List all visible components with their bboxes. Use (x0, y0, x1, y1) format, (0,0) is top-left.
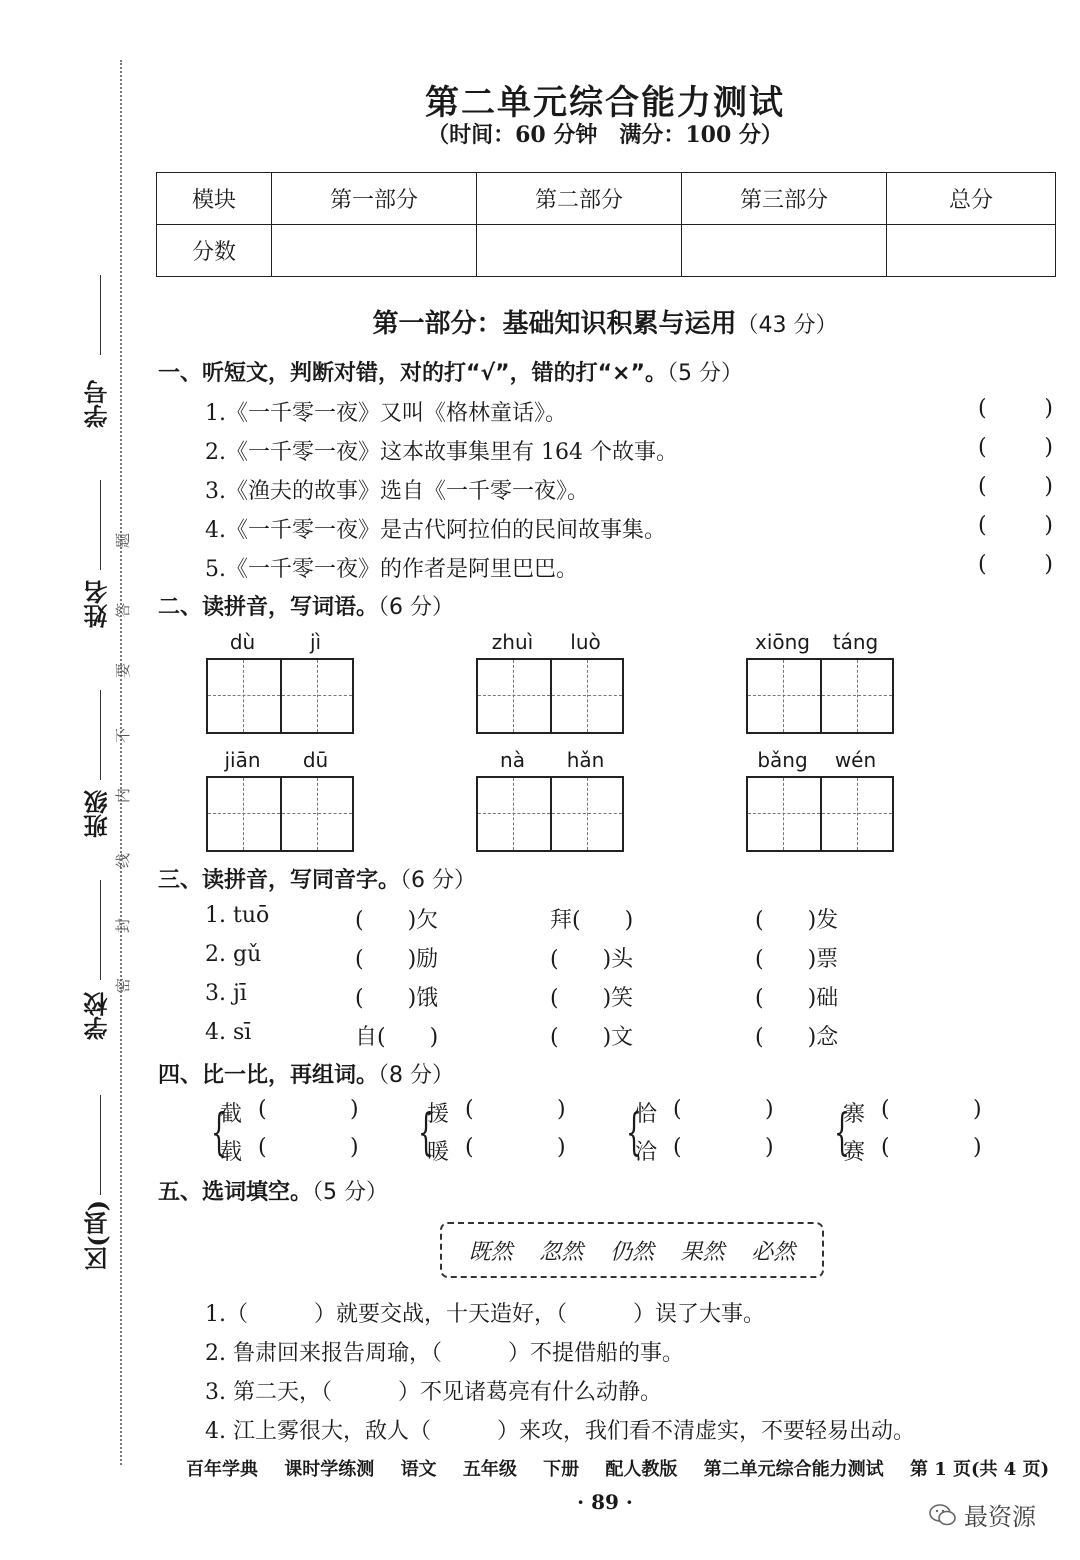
score-table-header: 总分 (887, 173, 1056, 225)
q3-blank[interactable]: ( )头 (550, 947, 634, 972)
brace-icon: { (625, 1103, 642, 1161)
q2-points: （6 分） (378, 595, 455, 620)
q4-points: （8 分） (378, 1063, 455, 1088)
q1-answer-blank[interactable] (978, 552, 1053, 577)
q1-item: 1.《一千零一夜》又叫《格林童话》。 (205, 401, 567, 426)
paren-close: ) (1044, 396, 1053, 421)
notice-char: 要 (114, 662, 133, 679)
q3-blank[interactable]: ( )票 (755, 947, 839, 972)
q3-blank[interactable]: 自( ) (355, 1025, 439, 1050)
q3-blank[interactable]: ( )饿 (355, 986, 439, 1011)
q3-row-label: 3. jī (205, 981, 247, 1006)
q4-char: 载 (220, 1140, 243, 1165)
q5-title-text: 五、选词填空。 (158, 1180, 313, 1205)
footer-item: 语文 (400, 1459, 437, 1480)
q1-item: 2.《一千零一夜》这本故事集里有 164 个故事。 (205, 440, 678, 465)
class-line (100, 690, 101, 780)
q4-paren-open: ( (258, 1135, 267, 1160)
q4-char: 洽 (635, 1140, 658, 1165)
brace-icon: { (417, 1103, 434, 1161)
q2-title (158, 590, 454, 621)
q1-answer-blank[interactable] (978, 474, 1053, 499)
paren-close: ) (1044, 435, 1053, 460)
student-id-label: 学号 (83, 380, 112, 428)
q3-row-label: 1. tuō (205, 903, 270, 928)
footer-item: 下册 (543, 1459, 580, 1480)
pinyin-label: táng (832, 630, 879, 654)
part1-title: 第一部分：基础知识积累与运用 (372, 309, 737, 339)
q5-item: 2. 鲁肃回来报告周瑜，（ ）不提借船的事。 (205, 1341, 684, 1366)
class-label: 班级 (83, 790, 112, 838)
q4-char: 寨 (843, 1102, 866, 1127)
notice-char: 不 (114, 727, 133, 744)
q4-char: 赛 (843, 1140, 866, 1165)
name-label: 姓名 (83, 580, 112, 628)
paren-close: ) (1044, 552, 1053, 577)
q4-paren-open: ( (673, 1097, 682, 1122)
q4-paren-close: ) (557, 1135, 566, 1160)
district-label: 区(县) (83, 1200, 112, 1271)
notice-char: 答 (114, 602, 133, 619)
word-bank (440, 1222, 824, 1278)
score-table-header: 模块 (157, 173, 272, 225)
q4-paren-open: ( (881, 1135, 890, 1160)
notice-char: 密 (114, 977, 133, 994)
q4-char: 援 (427, 1102, 450, 1127)
writing-grid[interactable] (746, 658, 894, 734)
wechat-icon (928, 1503, 958, 1527)
q1-item: 3.《渔夫的故事》选自《一千零一夜》。 (205, 479, 589, 504)
q4-paren-open: ( (881, 1097, 890, 1122)
footer-item: 百年学典 (186, 1459, 258, 1480)
watermark (928, 1497, 1036, 1532)
q4-paren-open: ( (465, 1097, 474, 1122)
q4-char: 暖 (427, 1140, 450, 1165)
q1-answer-blank[interactable] (978, 513, 1053, 538)
writing-grid[interactable] (476, 776, 624, 852)
brace-icon: { (833, 1103, 850, 1161)
score-table-row (157, 225, 1056, 277)
score-table (156, 172, 1056, 277)
writing-grid[interactable] (476, 658, 624, 734)
q3-blank[interactable]: ( )欠 (355, 908, 439, 933)
q3-blank[interactable]: ( )文 (550, 1025, 634, 1050)
part1-heading (0, 303, 1080, 340)
q4-paren-close: ) (350, 1097, 359, 1122)
q5-item: 1.（ ）就要交战，十天造好，（ ）误了大事。 (205, 1302, 765, 1327)
page-number: · 89 · (577, 1490, 633, 1514)
paren-open: ( (978, 513, 987, 538)
q1-title-text: 一、听短文，判断对错，对的打“√”，错的打“×”。 (158, 361, 667, 386)
q2-title-text: 二、读拼音，写词语。 (158, 595, 379, 620)
word-bank-item: 仍然 (609, 1239, 654, 1265)
notice-char: 封 (114, 917, 133, 934)
q1-points: （5 分） (666, 361, 743, 386)
q3-points: （6 分） (400, 868, 477, 893)
word-bank-item: 既然 (468, 1239, 513, 1265)
pinyin-label: jì (309, 630, 322, 654)
paren-open: ( (978, 552, 987, 577)
paren-close: ) (1044, 474, 1053, 499)
school-label: 学校 (83, 992, 112, 1040)
q4-paren-close: ) (973, 1097, 982, 1122)
footer-item: 课时学练测 (284, 1459, 375, 1480)
watermark-text: 最资源 (964, 1503, 1036, 1531)
page-footer (186, 1455, 1069, 1481)
paren-open: ( (978, 396, 987, 421)
writing-grid[interactable] (206, 658, 354, 734)
footer-item: 五年级 (462, 1459, 517, 1480)
q4-paren-open: ( (465, 1135, 474, 1160)
pinyin-label: xiōng (755, 630, 810, 654)
notice-char: 线 (114, 852, 133, 869)
q3-row-label: 2. gǔ (205, 942, 262, 967)
q3-blank[interactable]: 拜( ) (550, 908, 634, 933)
q4-paren-open: ( (258, 1097, 267, 1122)
q5-item: 4. 江上雾很大，敌人（ ）来攻，我们看不清虚实，不要轻易出动。 (205, 1419, 915, 1444)
name-line (100, 480, 101, 570)
part1-points: （43 分） (736, 313, 838, 338)
q3-blank[interactable]: ( )笑 (550, 986, 634, 1011)
q3-title-text: 三、读拼音，写同音字。 (158, 868, 401, 893)
score-table-header: 第一部分 (272, 173, 477, 225)
q1-item: 4.《一千零一夜》是古代阿拉伯的民间故事集。 (205, 518, 666, 543)
q4-paren-close: ) (557, 1097, 566, 1122)
q4-char: 截 (220, 1102, 243, 1127)
pinyin-label: dù (229, 630, 256, 654)
q1-item: 5.《一千零一夜》的作者是阿里巴巴。 (205, 557, 578, 582)
footer-item: 第二单元综合能力测试 (703, 1459, 884, 1480)
q5-item: 3. 第二天，（ ）不见诸葛亮有什么动静。 (205, 1380, 662, 1405)
word-bank-item: 果然 (680, 1239, 725, 1265)
district-line (100, 1095, 101, 1195)
pinyin-label: wén (834, 748, 877, 772)
q4-paren-close: ) (350, 1135, 359, 1160)
score-cell[interactable] (477, 225, 682, 277)
pinyin-label: luò (570, 630, 601, 654)
word-bank-item: 必然 (751, 1239, 796, 1265)
binding-dotted-line (120, 60, 122, 1465)
q4-title (158, 1058, 454, 1089)
notice-char: 题 (114, 532, 133, 549)
writing-grid[interactable] (746, 776, 894, 852)
pinyin-label: dū (302, 748, 329, 772)
paren-close: ) (1044, 513, 1053, 538)
q1-title (158, 356, 743, 387)
page-subtitle: （时间：60 分钟 满分：100 分） (427, 122, 783, 148)
notice-char: 内 (114, 787, 133, 804)
q3-blank[interactable]: ( )念 (755, 1025, 839, 1050)
score-table-header: 第三部分 (682, 173, 887, 225)
pinyin-label: jiān (224, 748, 261, 772)
q3-title (158, 863, 476, 894)
q4-paren-close: ) (765, 1097, 774, 1122)
footer-item: 配人教版 (605, 1459, 678, 1480)
pinyin-label: bǎng (757, 748, 808, 772)
score-cell[interactable] (682, 225, 887, 277)
paren-open: ( (978, 474, 987, 499)
score-cell[interactable] (272, 225, 477, 277)
footer-item: 第 1 页(共 4 页) (909, 1459, 1050, 1480)
word-bank-item: 忽然 (539, 1239, 584, 1265)
pinyin-label: hǎn (566, 748, 605, 772)
school-line (100, 880, 101, 980)
q4-paren-close: ) (973, 1135, 982, 1160)
q3-blank[interactable]: ( )发 (755, 908, 839, 933)
q1-answer-blank[interactable] (978, 435, 1053, 460)
score-table-header-row (157, 173, 1056, 225)
q3-blank[interactable]: ( )础 (755, 986, 839, 1011)
q5-title (158, 1175, 388, 1206)
q4-char: 恰 (635, 1102, 658, 1127)
paren-open: ( (978, 435, 987, 460)
q4-paren-close: ) (765, 1135, 774, 1160)
q1-answer-blank[interactable] (978, 396, 1053, 421)
q3-blank[interactable]: ( )励 (355, 947, 439, 972)
pinyin-label: nà (500, 748, 525, 772)
page-title: 第二单元综合能力测试 (425, 83, 785, 123)
q3-row-label: 4. sī (205, 1020, 252, 1045)
writing-grid[interactable] (206, 776, 354, 852)
q4-title-text: 四、比一比，再组词。 (158, 1063, 379, 1088)
brace-icon: { (210, 1103, 227, 1161)
q5-points: （5 分） (312, 1180, 389, 1205)
score-cell[interactable] (887, 225, 1056, 277)
score-row-label: 分数 (157, 225, 272, 277)
pinyin-label: zhuì (491, 630, 534, 654)
score-table-header: 第二部分 (477, 173, 682, 225)
q4-paren-open: ( (673, 1135, 682, 1160)
